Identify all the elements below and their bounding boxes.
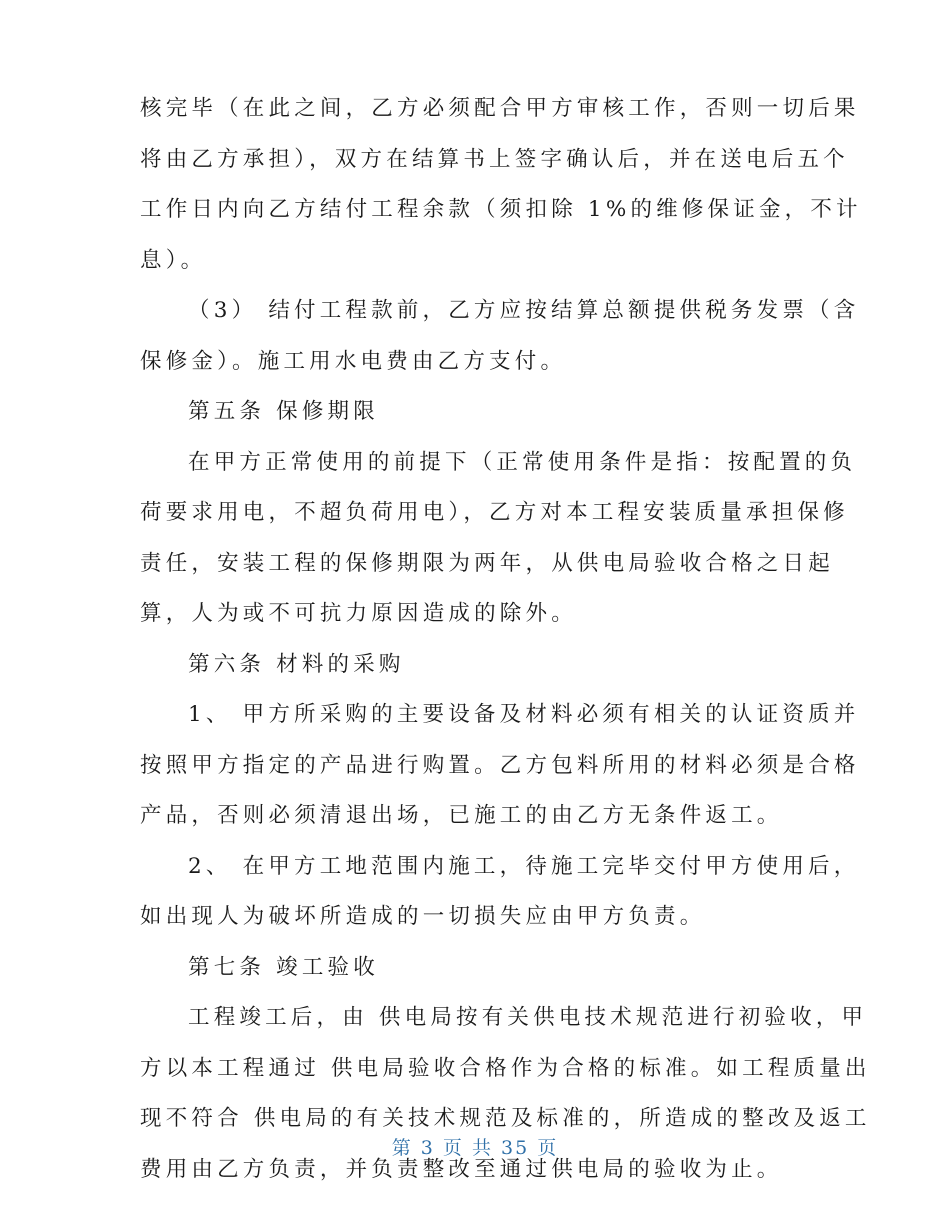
- page-number-footer: 第 3 页 共 35 页: [391, 1137, 559, 1159]
- section-heading: 第五条 保修期限: [188, 399, 379, 424]
- document-body: [140, 84, 871, 1195]
- text-line: 2、 在甲方工地范围内施工，待施工完毕交付甲方使用后，: [188, 853, 860, 879]
- text-line: 息）。: [140, 247, 207, 273]
- text-line: 方以本工程通过 供电局验收合格作为合格的标准。如工程质量出: [140, 1055, 871, 1081]
- text-line: 在甲方正常使用的前提下（正常使用条件是指：按配置的负: [188, 449, 857, 475]
- section-heading: 第七条 竣工验收: [188, 954, 379, 980]
- text-line: 按照甲方指定的产品进行购置。乙方包料所用的材料必须是合格: [140, 752, 860, 778]
- text-line: 荷要求用电，不超负荷用电），乙方对本工程安装质量承担保修: [140, 500, 849, 525]
- text-line: 保修金）。施工用水电费由乙方支付。: [140, 348, 567, 374]
- text-line: 现不符合 供电局的有关技术规范及标准的，所造成的整改及返工: [140, 1106, 871, 1131]
- text-line: 如出现人为破坏所造成的一切损失应由甲方负责。: [140, 904, 706, 929]
- text-line: （3） 结付工程款前，乙方应按结算总额提供税务发票（含: [188, 298, 860, 323]
- text-line: 责任，安装工程的保修期限为两年，从供电局验收合格之日起: [140, 550, 834, 576]
- section-heading: 第六条 材料的采购: [188, 651, 405, 677]
- text-line: 费用由乙方负责，并负责整改至通过供电局的验收为止。: [140, 1156, 783, 1182]
- text-line: 产品，否则必须清退出场，已施工的由乙方无条件返工。: [140, 803, 783, 828]
- text-line: 核完毕（在此之间，乙方必须配合甲方审核工作，否则一切后果: [140, 96, 860, 121]
- text-line: 工程竣工后，由 供电局按有关供电技术规范进行初验收，甲: [188, 1005, 868, 1030]
- text-line: 将由乙方承担），双方在结算书上签字确认后，并在送电后五个: [140, 146, 849, 172]
- text-line: 工作日内向乙方结付工程余款（须扣除 1%的维修保证金，不计: [140, 197, 862, 222]
- text-line: 算，人为或不可抗力原因造成的除外。: [140, 601, 577, 626]
- text-line: 1、 甲方所采购的主要设备及材料必须有相关的认证资质并: [188, 702, 860, 727]
